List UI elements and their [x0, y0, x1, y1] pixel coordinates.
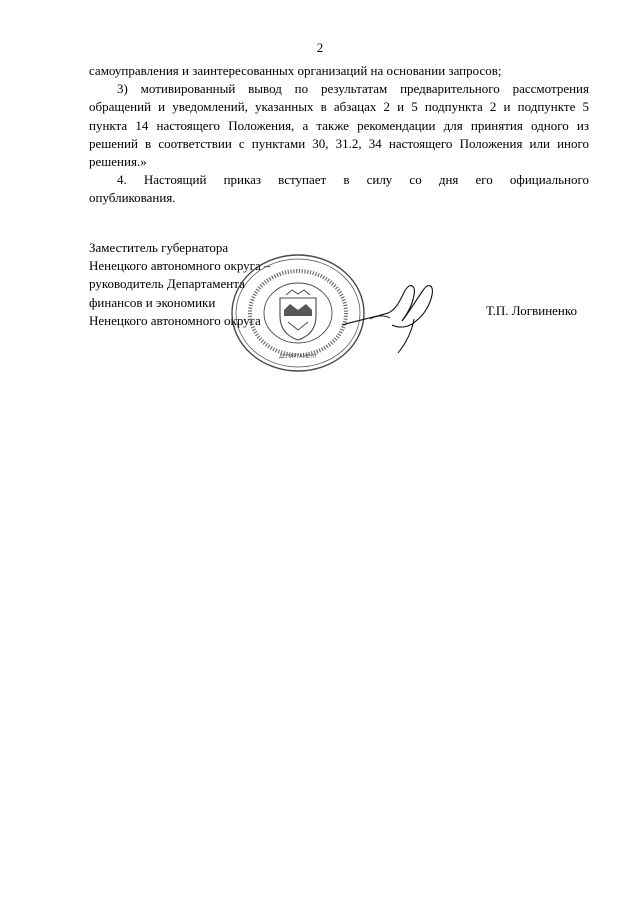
svg-text:ДЕПАРТАМЕНТ: ДЕПАРТАМЕНТ [278, 354, 318, 360]
position-line: Заместитель губернатора [89, 240, 229, 255]
text-line: 3) мотивированный вывод по результатам предварительного рассмотрения [117, 81, 589, 97]
signer-name: Т.П. Логвиненко [486, 303, 578, 318]
text-line: пункта 14 настоящего Положения, а также рекомендации для принятия одного из [89, 117, 589, 133]
text-line: самоуправления и заинтересованных организаций на основании запросов; [89, 63, 502, 78]
handwritten-signature [340, 275, 450, 360]
document-body [89, 62, 589, 208]
position-line: финансов и экономики [89, 294, 216, 310]
paragraph-continuation [89, 62, 589, 80]
text-line: решения.» [89, 154, 147, 170]
text-line: опубликования. [89, 190, 176, 206]
position-line: Ненецкого автономного округа [89, 312, 261, 328]
position-line: руководитель Департамента [89, 276, 245, 292]
text-line: решений в соответствии с пунктами 30, 31.2, 34 настоящего Положения или иного [89, 135, 589, 151]
paragraph-point-4 [89, 171, 589, 207]
paragraph-item-3 [89, 80, 589, 171]
position-line: Ненецкого автономного округа – [89, 258, 271, 274]
page-number: 2 [316, 40, 324, 55]
text-line: 4. Настоящий приказ вступает в силу со дня его официального [117, 172, 589, 188]
text-line: обращений и уведомлений, указанных в абзацах 2 и 5 подпункта 2 и подпункте 5 [89, 99, 589, 115]
